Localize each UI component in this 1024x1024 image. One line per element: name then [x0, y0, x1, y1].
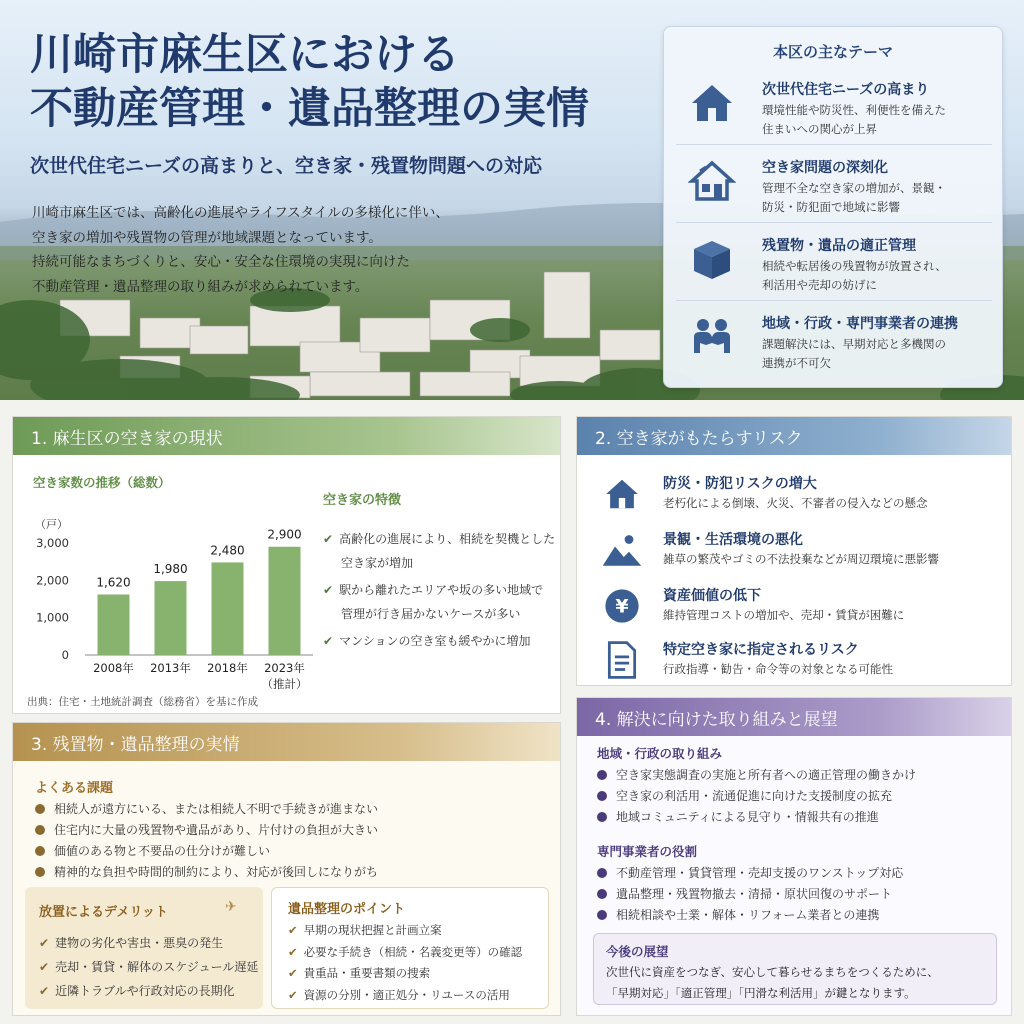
bar-value-label: 1,620 — [96, 575, 131, 590]
pro-list — [597, 863, 903, 926]
theme-title: 地域・行政・専門事業者の連携 — [762, 316, 958, 332]
points-box — [271, 887, 549, 1009]
panel-leftover-items — [12, 722, 561, 1016]
gov-list — [597, 765, 916, 828]
panel-vacant-status — [12, 416, 561, 714]
theme-item-leftover-items — [676, 225, 992, 301]
bar-2023年 — [269, 547, 301, 655]
risk-item-landscape: 景観・生活環境の悪化 雑草の繁茂やゴミの不法投棄などが周辺環境に悪影響 — [577, 529, 1007, 573]
svg-text:¥: ¥ — [615, 595, 629, 618]
theme-item-collaboration — [676, 303, 992, 379]
y-tick-label: 1,000 — [36, 610, 69, 625]
panel-heading: 2. 空き家がもたらすリスク — [577, 417, 1011, 455]
outlook-title: 今後の展望 — [606, 944, 669, 959]
hero-description-line: 持続可能なまちづくりと、安心・安全な住環境の実現に向けた — [32, 254, 410, 270]
theme-title: 次世代住宅ニーズの高まり — [762, 82, 930, 98]
feature-item: ✔ マンションの空き室も緩やかに増加 — [323, 634, 531, 648]
points-title: 遺品整理のポイント — [288, 902, 406, 917]
gov-title: 地域・行政の取り組み — [597, 746, 723, 761]
issue-item: 価値のある物と不要品の仕分けが難しい — [35, 841, 378, 862]
theme-item-vacant-house — [676, 147, 992, 223]
x-tick-label: 2023年 — [264, 661, 305, 675]
x-tick-note: （推計） — [261, 677, 308, 691]
theme-desc: 課題解決には、早期対応と多機関の 連携が不可欠 — [762, 337, 946, 370]
theme-desc: 相続や転居後の残置物が放置され、 利活用や売却の妨げに — [762, 259, 947, 292]
page-subtitle: 次世代住宅ニーズの高まりと、空き家・残置物問題への対応 — [30, 155, 543, 177]
y-tick-label: 3,000 — [36, 536, 69, 550]
bar-value-label: 1,980 — [153, 562, 188, 577]
demerit-item: ✔ 建物の劣化や害虫・悪臭の発生 — [39, 936, 224, 950]
y-tick-label: 2,000 — [36, 573, 69, 588]
themes-card — [663, 26, 1003, 388]
hero-banner — [0, 0, 1024, 400]
themes-title: 本区の主なテーマ — [772, 43, 893, 61]
risk-item-designation: 特定空き家に指定されるリスク 行政指導・勧告・命令等の対象となる可能性 — [577, 639, 1007, 683]
panel-solutions — [576, 697, 1012, 1016]
demerits-list — [39, 931, 258, 1003]
features-list: ✔ 高齢化の進展により、相続を契機とした 空き家が増加 ✔ 駅から離れたエリアや坂の多い地域で 管理が行き届かないケースが多い ✔ マンションの空き室も緩やかに増加 — [323, 527, 555, 653]
panel-heading: 4. 解決に向けた取り組みと展望 — [577, 698, 1011, 736]
gov-item: 空き家の利活用・流通促進に向けた支援制度の拡充 — [597, 786, 916, 807]
pro-title: 専門事業者の役割 — [597, 844, 698, 859]
bar-value-label: 2,900 — [267, 527, 302, 542]
pro-item: 遺品整理・残置物撤去・清掃・原状回復のサポート — [597, 884, 903, 905]
issues-list — [35, 799, 378, 883]
arrow-icon: ✈ — [225, 899, 237, 915]
landscape-icon — [601, 529, 643, 571]
people-icon — [688, 313, 736, 361]
risk-item-disaster: 防災・防犯リスクの増大 老朽化による倒壊、火災、不審者の侵入などの懸念 — [577, 473, 1007, 517]
theme-title: 空き家問題の深刻化 — [762, 160, 888, 176]
outlook-box — [593, 933, 997, 1005]
theme-title: 残置物・遺品の適正管理 — [762, 238, 916, 254]
theme-desc: 環境性能や防災性、利便性を備えた 住まいへの関心が上昇 — [762, 103, 946, 136]
demerit-item: ✔ 近隣トラブルや行政対応の長期化 — [39, 984, 235, 998]
pro-item: 相続相談や士業・解体・リフォーム業者との連携 — [597, 905, 903, 926]
document-icon — [605, 641, 639, 679]
chart-title: 空き家数の推移（総数） — [33, 475, 171, 490]
x-tick-label: 2013年 — [150, 661, 191, 675]
point-item: ✔ 必要な手続き（相続・名義変更等）の確認 — [288, 944, 523, 959]
feature-item: ✔ 駅から離れたエリアや坂の多い地域で — [323, 583, 544, 597]
issue-item: 相続人が遠方にいる、または相続人不明で手続きが進まない — [35, 799, 378, 820]
demerits-box — [25, 887, 263, 1009]
bar-value-label: 2,480 — [210, 543, 245, 558]
box-icon — [688, 235, 736, 283]
panel-heading: 1. 麻生区の空き家の現状 — [13, 417, 560, 455]
vacant-house-bar-chart — [13, 513, 323, 693]
theme-desc: 管理不全な空き家の増加が、景観・ 防災・防犯面で地域に影響 — [762, 181, 946, 214]
gov-item: 地域コミュニティによる見守り・情報共有の推進 — [597, 807, 916, 828]
hero-description-line: 川崎市麻生区では、高齢化の進展やライフスタイルの多様化に伴い、 — [32, 205, 449, 221]
bar-2013年 — [155, 581, 187, 655]
features-title: 空き家の特徴 — [323, 493, 402, 508]
hero-description — [32, 201, 449, 299]
demerits-title: 放置によるデメリット — [39, 905, 168, 920]
point-item: ✔ 早期の現状把握と計画立案 — [288, 923, 442, 937]
chart-source: 出典：住宅・土地統計調査（総務省）を基に作成 — [27, 696, 258, 708]
hero-description-line: 不動産管理・遺品整理の取り組みが求められています。 — [32, 278, 369, 295]
panel-heading: 3. 残置物・遺品整理の実情 — [13, 723, 560, 761]
feature-item: ✔ 高齢化の進展により、相続を契機とした — [323, 532, 556, 546]
points-list — [288, 920, 522, 1006]
gov-item: 空き家実態調査の実施と所有者への適正管理の働きかけ — [597, 765, 916, 786]
x-tick-label: 2018年 — [207, 661, 248, 675]
outlook-text: 次世代に資産をつなぎ、安心して暮らせるまちをつくるために、 「早期対応」「適正管理」「円滑な利活用」が鍵となります。 — [606, 965, 939, 1000]
bar-2018年 — [212, 562, 244, 655]
pro-item: 不動産管理・賃貸管理・売却支援のワンストップ対応 — [597, 863, 903, 884]
y-axis-unit: （戸） — [35, 518, 68, 531]
yen-icon — [603, 587, 641, 625]
panel-risks — [576, 416, 1012, 686]
demerit-item: ✔ 売却・賃貸・解体のスケジュール遅延 — [39, 960, 259, 974]
page-title-line1: 川崎市麻生区における — [30, 30, 460, 80]
vacant-house-icon — [688, 157, 736, 205]
risk-item-asset-value: ¥ 資産価値の低下 維持管理コストの増加や、売却・賃貸が困難に — [577, 585, 1007, 629]
house-risk-icon — [603, 475, 641, 513]
page-title-line2: 不動産管理・遺品整理の実情 — [30, 84, 589, 134]
point-item: ✔ 貴重品・重要書類の捜索 — [288, 966, 431, 980]
house-icon — [688, 79, 736, 127]
issue-item: 住宅内に大量の残置物や遺品があり、片付けの負担が大きい — [35, 820, 378, 841]
issues-title: よくある課題 — [35, 781, 114, 796]
point-item: ✔ 資源の分別・適正処分・リユースの活用 — [288, 987, 510, 1002]
issue-item: 精神的な負担や時間的制約により、対応が後回しになりがち — [35, 862, 378, 883]
x-tick-label: 2008年 — [93, 661, 134, 675]
theme-item-housing-needs — [676, 69, 992, 145]
y-tick-label: 0 — [61, 648, 69, 662]
bar-2008年 — [98, 595, 130, 655]
hero-description-line: 空き家の増加や残置物の管理が地域課題となっています。 — [32, 229, 382, 246]
